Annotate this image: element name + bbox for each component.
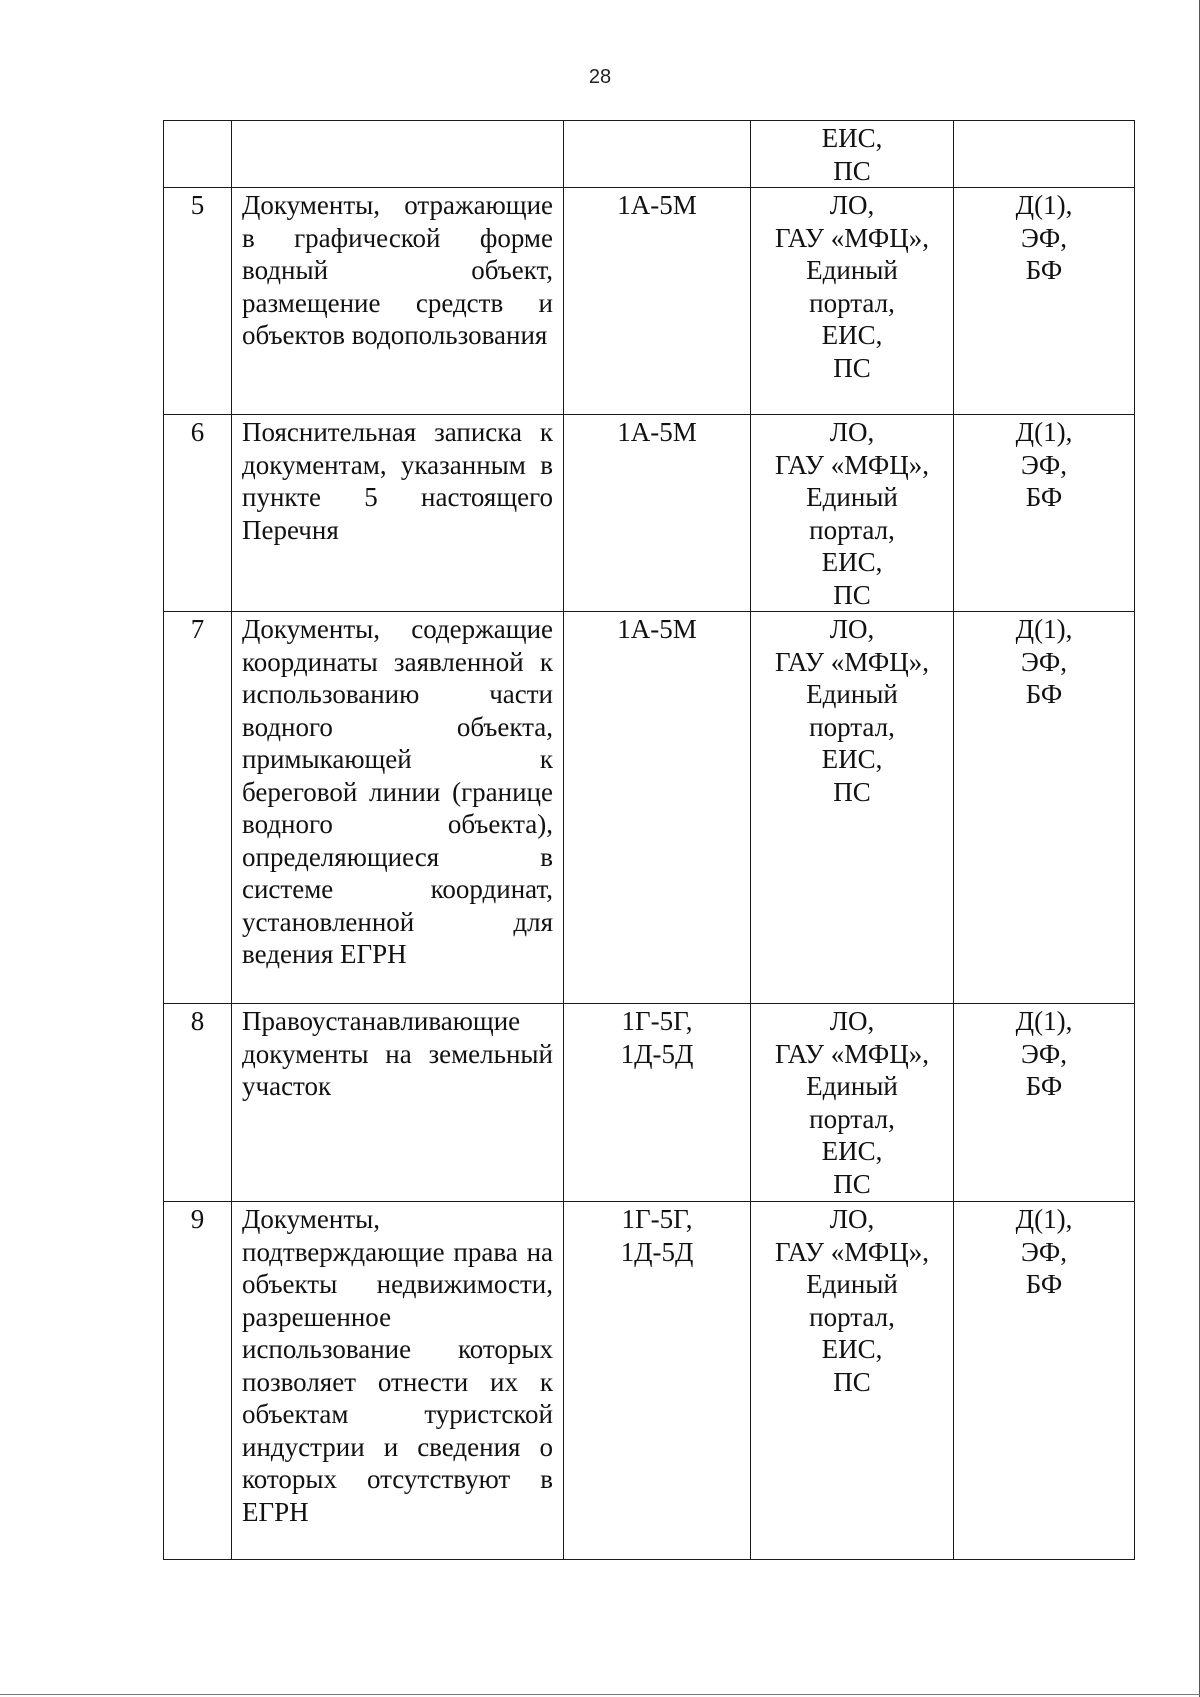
document-type-line: ЭФ, (1020, 1236, 1068, 1267)
submission-place-line: ГАУ «МФЦ», (775, 449, 929, 480)
submission-place-line: ЕИС, (821, 547, 883, 577)
submission-place-line: ГАУ «МФЦ», (775, 1038, 929, 1069)
row-number: 5 (164, 188, 232, 415)
submission-place-line: ПС (833, 352, 871, 383)
submission-place-line: портал, (809, 711, 895, 742)
submission-place-line: Единый (806, 482, 898, 512)
submission-place-line: ЛО, (829, 190, 875, 220)
submission-place-cell (751, 612, 954, 1004)
document-type-line: БФ (1025, 1071, 1063, 1101)
form-cell (564, 1004, 751, 1202)
document-type-line: БФ (1025, 679, 1063, 709)
submission-place-line: Единый (806, 679, 898, 709)
document-type-line: БФ (1025, 482, 1063, 512)
submission-place-line: Единый (806, 1269, 898, 1299)
scan-edge-bottom (0, 1694, 1200, 1695)
document-name: Правоустанавливающие документы на земельный участок (232, 1004, 564, 1202)
document-type-line: БФ (1025, 255, 1063, 285)
submission-place-line: ЛО, (829, 1204, 875, 1234)
document-type-cell (954, 121, 1135, 188)
document-type-line: ЭФ, (1020, 646, 1068, 677)
submission-place-cell (751, 1202, 954, 1560)
row-number (164, 121, 232, 188)
document-type-line: ЭФ, (1020, 1038, 1068, 1069)
form-code: 1А-5М (617, 614, 697, 644)
table-row-6 (164, 415, 1135, 612)
submission-place-line: портал, (809, 514, 895, 545)
form-cell (564, 415, 751, 612)
submission-place-cell (751, 188, 954, 415)
document-type-line: Д(1), (1015, 1006, 1073, 1036)
submission-place-cell (751, 415, 954, 612)
submission-place-line: Единый (806, 255, 898, 285)
submission-place-line: ЛО, (829, 1006, 875, 1036)
document-name: Документы, отражающие в графической форме водный объект, размещение средств и объектов водопользования (232, 188, 564, 415)
document-type-line: Д(1), (1015, 1204, 1073, 1234)
submission-place-line: ГАУ «МФЦ», (775, 1236, 929, 1267)
submission-place-line: ЕИС, (821, 1334, 883, 1364)
submission-place-cell (751, 1004, 954, 1202)
submission-place-line: ГАУ «МФЦ», (775, 646, 929, 677)
table-row-7 (164, 612, 1135, 1004)
submission-place-line: ЛО, (829, 614, 875, 644)
table-row-5 (164, 188, 1135, 415)
table-row-9 (164, 1202, 1135, 1560)
submission-place-cell (751, 121, 954, 188)
submission-place-line: ПС (833, 579, 871, 610)
submission-place-line: ЕИС, (821, 1136, 883, 1166)
form-code: 1А-5М (617, 417, 697, 447)
row-number: 7 (164, 612, 232, 1004)
document-type-cell (954, 415, 1135, 612)
form-code: 1Д-5Д (620, 1236, 694, 1267)
submission-place-line: портал, (809, 287, 895, 318)
table-row-8 (164, 1004, 1135, 1202)
submission-place-line: ЛО, (829, 417, 875, 447)
document-name: Документы, подтверждающие права на объекты недвижимости, разрешенное использование которых позволяет отнести их к объектам туристской индустрии и сведения о которых отсутствуют в ЕГРН (232, 1202, 564, 1560)
submission-place-line: ПС (833, 776, 871, 807)
submission-place-line: Единый (806, 1071, 898, 1101)
submission-place-line: ЕИС, (821, 123, 883, 153)
submission-place-line: ЕИС, (821, 320, 883, 350)
document-type-cell (954, 1202, 1135, 1560)
submission-place-line: ЕИС, (821, 744, 883, 774)
row-number: 8 (164, 1004, 232, 1202)
document-name: Пояснительная записка к документам, указанным в пункте 5 настоящего Перечня (232, 415, 564, 612)
document-type-line: Д(1), (1015, 417, 1073, 447)
document-name (232, 121, 564, 188)
form-cell (564, 1202, 751, 1560)
document-type-line: ЭФ, (1020, 449, 1068, 480)
form-code: 1Д-5Д (620, 1038, 694, 1069)
submission-place-line: ПС (833, 1366, 871, 1397)
submission-place-line: портал, (809, 1301, 895, 1332)
row-number: 9 (164, 1202, 232, 1560)
page-number: 28 (588, 66, 612, 88)
document-type-cell (954, 188, 1135, 415)
document-type-cell (954, 612, 1135, 1004)
document-type-cell (954, 1004, 1135, 1202)
table-row-continuation (164, 121, 1135, 188)
row-number: 6 (164, 415, 232, 612)
form-code: 1Г-5Г, (621, 1006, 693, 1036)
submission-place-line: ПС (833, 1168, 871, 1199)
document-type-line: Д(1), (1015, 614, 1073, 644)
form-cell (564, 121, 751, 188)
document-type-line: Д(1), (1015, 190, 1073, 220)
form-cell (564, 612, 751, 1004)
submission-place-line: портал, (809, 1103, 895, 1134)
form-cell (564, 188, 751, 415)
form-code: 1Г-5Г, (621, 1204, 693, 1234)
documents-table (163, 120, 1135, 1560)
submission-place-line: ПС (833, 155, 871, 186)
document-type-line: БФ (1025, 1269, 1063, 1299)
form-code: 1А-5М (617, 190, 697, 220)
submission-place-line: ГАУ «МФЦ», (775, 222, 929, 253)
document-type-line: ЭФ, (1020, 222, 1068, 253)
document-name: Документы, содержащие координаты заявленной к использованию части водного объекта, примыкающей к береговой линии (границе водного объекта), определяющиеся в системе координат, установленной для ведения ЕГРН (232, 612, 564, 1004)
